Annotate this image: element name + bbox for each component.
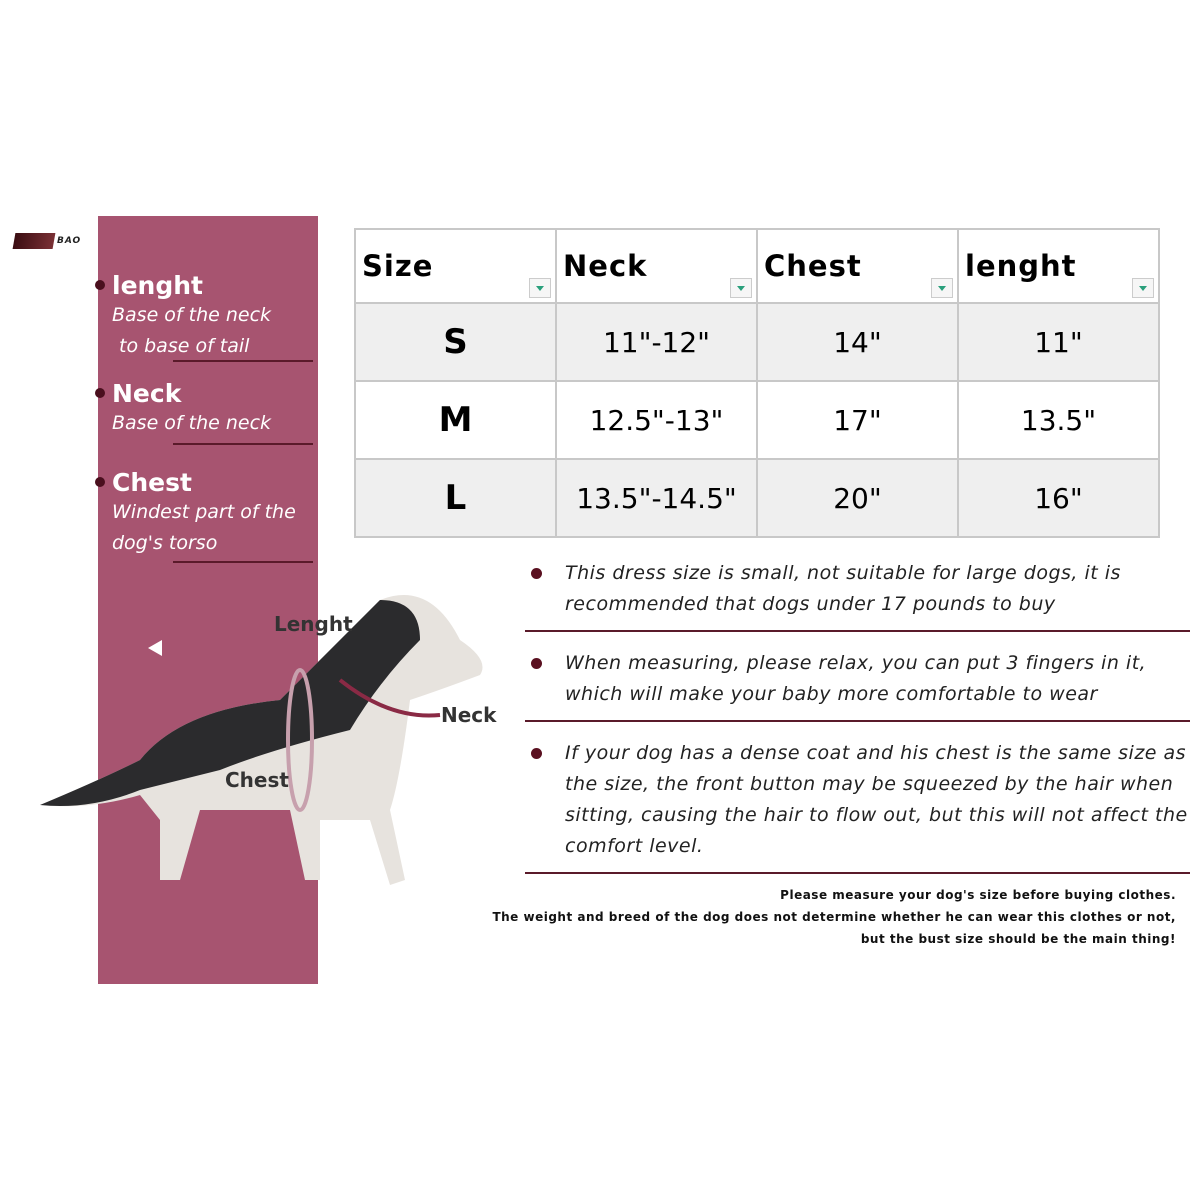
table-row: [355, 381, 1159, 459]
bullet-icon: [531, 748, 542, 759]
note-item: When measuring, please relax, you can put 3 fingers in it, which will make your baby more comfortable to wear: [525, 646, 1190, 722]
size-table: [354, 228, 1160, 538]
cell-neck: 12.5"-13": [556, 381, 757, 459]
cell-length: 11": [958, 303, 1159, 381]
table-row: [355, 459, 1159, 537]
legend-title: Neck: [112, 379, 182, 408]
legend-desc: Windest part of the: [112, 501, 296, 523]
bullet-icon: [95, 388, 105, 398]
legend-neck: [95, 380, 271, 439]
cell-size: S: [355, 303, 556, 381]
cell-chest: 20": [757, 459, 958, 537]
bullet-icon: [95, 280, 105, 290]
legend-desc: dog's torso: [112, 532, 218, 554]
divider: [173, 561, 313, 563]
table-row: [355, 303, 1159, 381]
header-size: Size: [355, 229, 556, 303]
footer-text: [492, 884, 1176, 950]
notes-list: [525, 556, 1190, 888]
dog-illustration: [20, 580, 500, 910]
cell-length: 16": [958, 459, 1159, 537]
table-header-row: [355, 229, 1159, 303]
legend-length: [95, 272, 271, 361]
arrow-head-icon: [148, 640, 162, 656]
footer-line: The weight and breed of the dog does not determine whether he can wear this clothes or not,: [492, 910, 1176, 924]
brand-logo: [14, 233, 81, 249]
bullet-icon: [531, 658, 542, 669]
cell-neck: 13.5"-14.5": [556, 459, 757, 537]
dropdown-arrow-icon[interactable]: [1132, 278, 1154, 298]
note-item: This dress size is small, not suitable for large dogs, it is recommended that dogs under 17 pounds to buy: [525, 556, 1190, 632]
dropdown-arrow-icon[interactable]: [529, 278, 551, 298]
cell-length: 13.5": [958, 381, 1159, 459]
legend-title: lenght: [112, 271, 203, 300]
bullet-icon: [531, 568, 542, 579]
note-item: If your dog has a dense coat and his chest is the same size as the size, the front button may be squeezed by the hair when sitting, causing the hair to flow out, but this will not affect the comfort level.: [525, 736, 1190, 874]
footer-line: but the bust size should be the main thing!: [860, 932, 1176, 946]
legend-title: Chest: [112, 468, 192, 497]
header-neck: Neck: [556, 229, 757, 303]
cell-neck: 11"-12": [556, 303, 757, 381]
cell-size: L: [355, 459, 556, 537]
logo-text: BAO: [57, 236, 82, 246]
cell-chest: 14": [757, 303, 958, 381]
dropdown-arrow-icon[interactable]: [730, 278, 752, 298]
cell-size: M: [355, 381, 556, 459]
legend-desc: Base of the neck: [112, 412, 272, 434]
neck-label: Neck: [441, 703, 497, 727]
bullet-icon: [95, 477, 105, 487]
divider: [173, 443, 313, 445]
chest-label: Chest: [225, 768, 289, 792]
legend-chest: [95, 469, 296, 559]
dropdown-arrow-icon[interactable]: [931, 278, 953, 298]
logo-mark: [13, 233, 56, 249]
divider: [173, 360, 313, 362]
length-label: Lenght: [274, 612, 353, 636]
header-length: lenght: [958, 229, 1159, 303]
footer-line: Please measure your dog's size before buying clothes.: [780, 888, 1176, 902]
header-chest: Chest: [757, 229, 958, 303]
legend-desc: Base of the neck: [112, 304, 272, 326]
cell-chest: 17": [757, 381, 958, 459]
legend-desc: to base of tail: [119, 335, 250, 357]
